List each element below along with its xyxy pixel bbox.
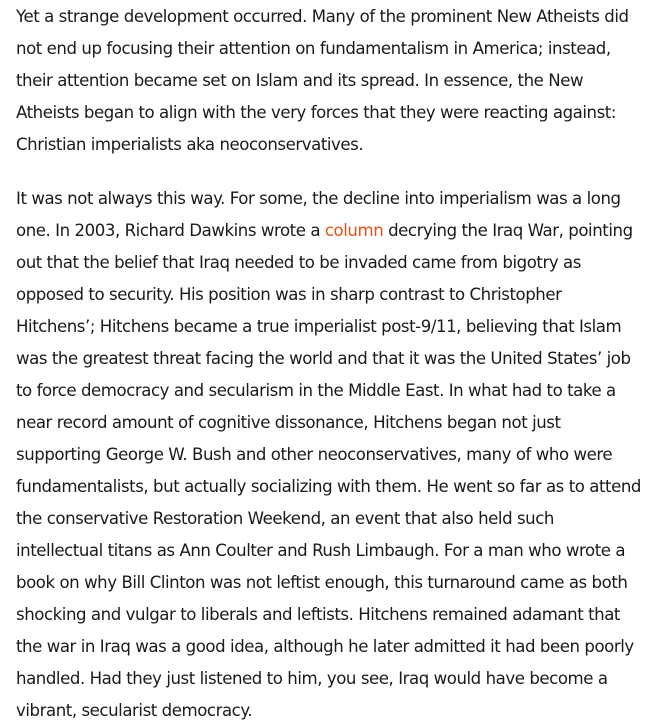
column-link[interactable]: column (324, 221, 384, 240)
paragraph-1: Yet a strange development occurred. Many of the prominent New Atheists did not end up focusing their attention on fundamentalism in America; instead, their attention became set on Islam and its spread. In essence, the New Atheists began to align with the very forces that they were reacting against: Christian imperialists aka neoconservatives. (16, 7, 629, 154)
paragraph-2 (16, 183, 643, 727)
paragraph-2-text-before-link: It was not always this way. For some, the decline into imperialism was a long one. In 2003, Richard Dawkins wrote a (16, 189, 621, 240)
paragraph-2-text-after-link: decrying the Iraq War, pointing out that the belief that Iraq needed to be invaded came from bigotry as opposed to security. His position was in sharp contrast to Christopher Hitchens’; Hitchens became a true imperialist post-9/11, believing that Islam was the greatest threat facing the world and that it was the United States’ job to force democracy and secularism in the Middle East. In what had to take a near record amount of cognitive dissonance, Hitchens began not just supporting George W. Bush and other neoconservatives, many of who were fundamentalists, but actually socializing with them. He went so far as to attend the conservative Restoration Weekend, an event that also held such intellectual titans as Ann Coulter and Rush Limbaugh. For a man who wrote a book on why Bill Clinton was not leftist enough, this turnaround came as both shocking and vulgar to liberals and leftists. Hitchens remained adamant that the war in Iraq was a good idea, although he later admitted it had been poorly handled. Had they just listened to him, you see, Iraq would have become a vibrant, secularist democracy. (16, 221, 642, 720)
